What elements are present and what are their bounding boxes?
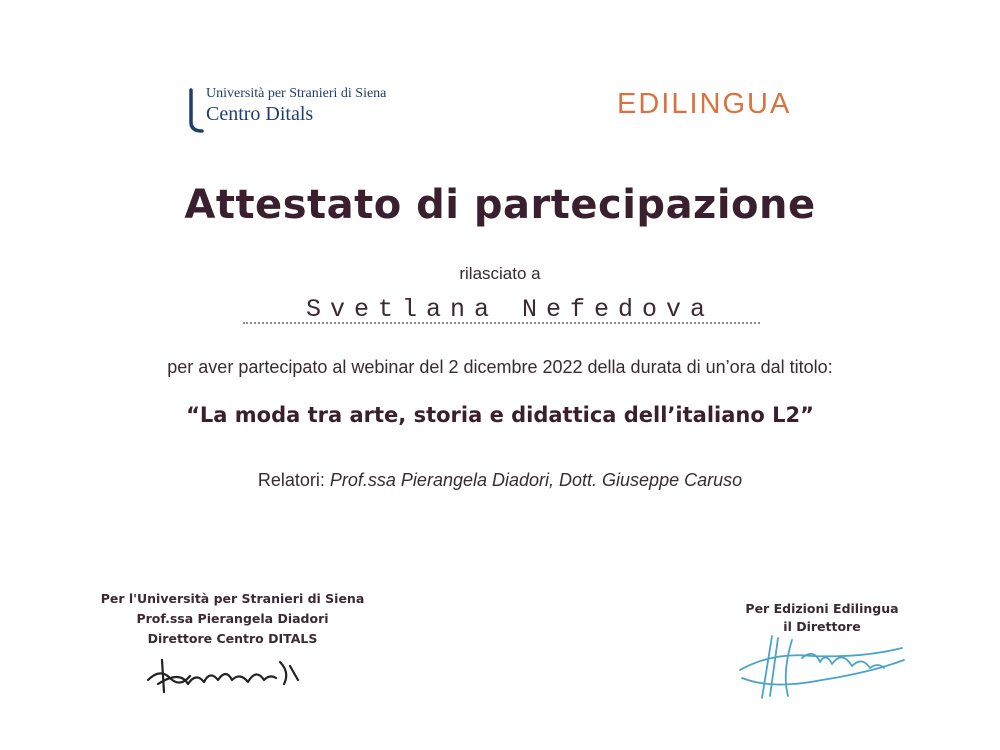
recipient-dotted-line (243, 322, 760, 324)
speakers-line (0, 470, 1000, 491)
certificate-title: Attestato di partecipazione (184, 182, 816, 228)
speakers-names: Prof.ssa Pierangela Diadori, Dott. Giuseppe Caruso (329, 470, 743, 490)
speakers-label: Relatori: (257, 470, 330, 490)
unisi-logo (186, 86, 426, 136)
unisi-logo-line1: Università per Stranieri di Siena (206, 86, 387, 101)
signature-right-line1: Per Edizioni Edilingua (745, 601, 899, 616)
participation-text: per aver partecipato al webinar del 2 dicembre 2022 della durata di un’ora dal titolo: (167, 357, 833, 377)
issued-to-label: rilasciato a (459, 264, 541, 283)
handwritten-signature-left (140, 650, 310, 700)
unisi-logo-line2: Centro Ditals (206, 103, 314, 125)
signature-block-left (100, 589, 365, 649)
signature-left-line2: Prof.ssa Pierangela Diadori (136, 611, 329, 626)
webinar-title: “La moda tra arte, storia e didattica dell’italiano L2” (186, 403, 814, 427)
signature-left-line1: Per l'Università per Stranieri di Siena (100, 591, 365, 606)
unisi-mark-icon (186, 88, 206, 134)
handwritten-signature-right (732, 618, 912, 703)
edilingua-logo: EDILINGUA (617, 88, 792, 120)
signature-right-line2: il Direttore (783, 619, 861, 634)
signature-left-line3: Direttore Centro DITALS (147, 631, 318, 646)
recipient-name: Svetlana Nefedova (305, 295, 715, 324)
